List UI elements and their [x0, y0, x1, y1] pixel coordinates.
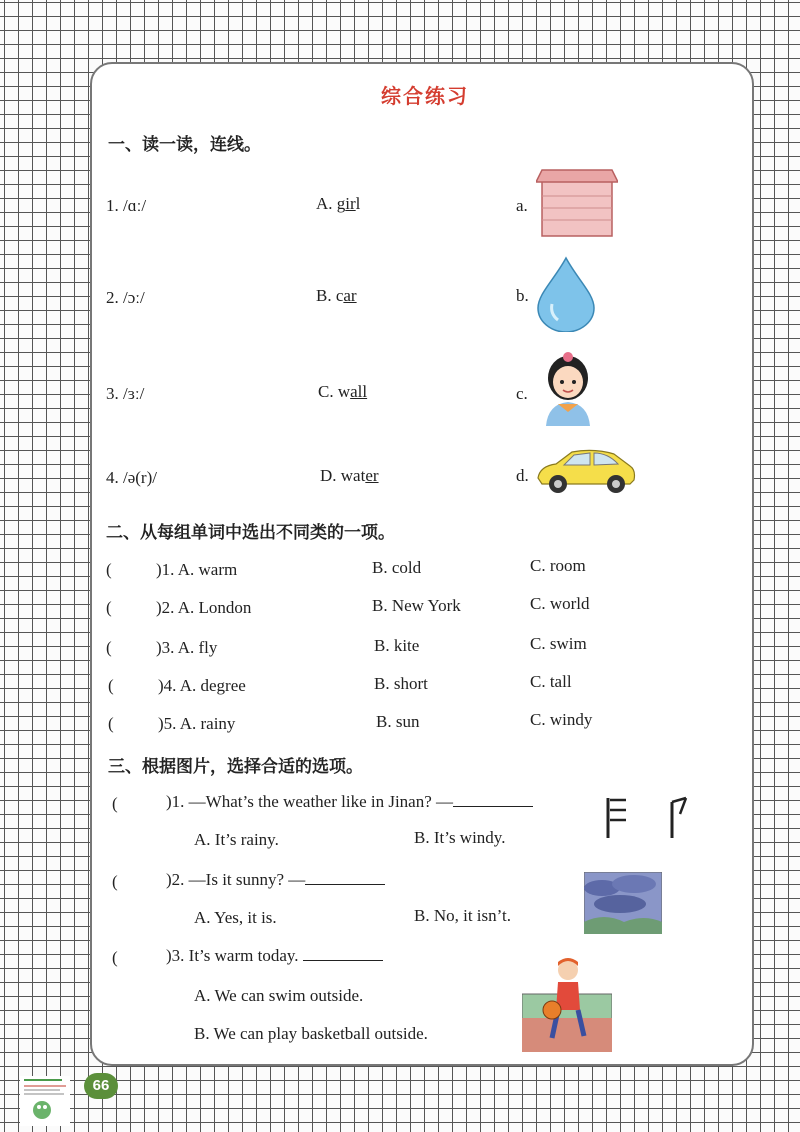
s3-q2-question: )2. —Is it sunny? —: [166, 870, 385, 890]
s2-q2-a: )2. A. London: [156, 598, 252, 617]
publisher-logo: [20, 1076, 70, 1126]
s2-q4-b: B. short: [374, 674, 428, 693]
page-title: 综合练习: [372, 80, 478, 112]
section1-heading: 一、读一读，连线。: [108, 135, 261, 155]
answer-paren: (: [112, 872, 118, 891]
s3-q3-option-a: A. We can swim outside.: [194, 986, 364, 1005]
word-car: B. car: [316, 286, 357, 305]
phonetic-2: 2. /ɔː/: [106, 288, 145, 307]
s3-q3-option-b: B. We can play basketball outside.: [194, 1024, 428, 1043]
s2-q5-c: C. windy: [530, 710, 593, 729]
answer-paren: (: [106, 560, 112, 579]
answer-paren: (: [106, 638, 112, 657]
s2-q1-c: C. room: [530, 556, 586, 575]
s2-q5-a: )5. A. rainy: [158, 714, 236, 733]
s2-q1-b: B. cold: [372, 558, 422, 577]
s3-q2-option-a: A. Yes, it is.: [194, 908, 277, 927]
phonetic-1: 1. /ɑː/: [106, 196, 147, 215]
s3-q1-option-b: B. It’s windy.: [414, 828, 506, 847]
s3-q2-option-b: B. No, it isn’t.: [414, 906, 511, 925]
s3-q3-question: )3. It’s warm today.: [166, 946, 383, 966]
cloudy-sky-picture: [584, 872, 662, 934]
pic-label-d: d.: [516, 466, 529, 485]
phonetic-4: 4. /ə(r)/: [106, 468, 157, 487]
pic-label-b: b.: [516, 286, 529, 305]
s3-q1-option-a: A. It’s rainy.: [194, 830, 279, 849]
word-wall: C. wall: [318, 382, 368, 401]
pic-label-a: a.: [516, 196, 528, 215]
s3-q1-question: )1. —What’s the weather like in Jinan? —: [166, 792, 533, 812]
word-girl: A. girl: [316, 194, 361, 213]
car-picture: [534, 444, 638, 496]
word-water: D. water: [320, 466, 379, 485]
s2-q2-c: C. world: [530, 594, 590, 613]
flag-pictures: [604, 794, 700, 840]
answer-paren: (: [108, 714, 114, 733]
s2-q4-a: )4. A. degree: [158, 676, 246, 695]
girl-picture: [536, 348, 600, 428]
s2-q2-b: B. New York: [372, 596, 461, 615]
phonetic-3: 3. /ɜː/: [106, 384, 145, 403]
wall-picture: [536, 168, 618, 238]
s2-q1-a: )1. A. warm: [156, 560, 238, 579]
page-number: 66: [84, 1073, 118, 1099]
basketball-picture: [522, 958, 612, 1052]
section3-heading: 三、根据图片，选择合适的选项。: [108, 757, 363, 777]
water-drop-picture: [536, 256, 596, 332]
answer-paren: (: [108, 676, 114, 695]
answer-paren: (: [106, 598, 112, 617]
pic-label-c: c.: [516, 384, 528, 403]
answer-paren: (: [112, 948, 118, 967]
s2-q3-c: C. swim: [530, 634, 587, 653]
s2-q3-a: )3. A. fly: [156, 638, 218, 657]
s2-q3-b: B. kite: [374, 636, 420, 655]
s2-q5-b: B. sun: [376, 712, 420, 731]
answer-paren: (: [112, 794, 118, 813]
section2-heading: 二、从每组单词中选出不同类的一项。: [106, 523, 395, 543]
s2-q4-c: C. tall: [530, 672, 572, 691]
